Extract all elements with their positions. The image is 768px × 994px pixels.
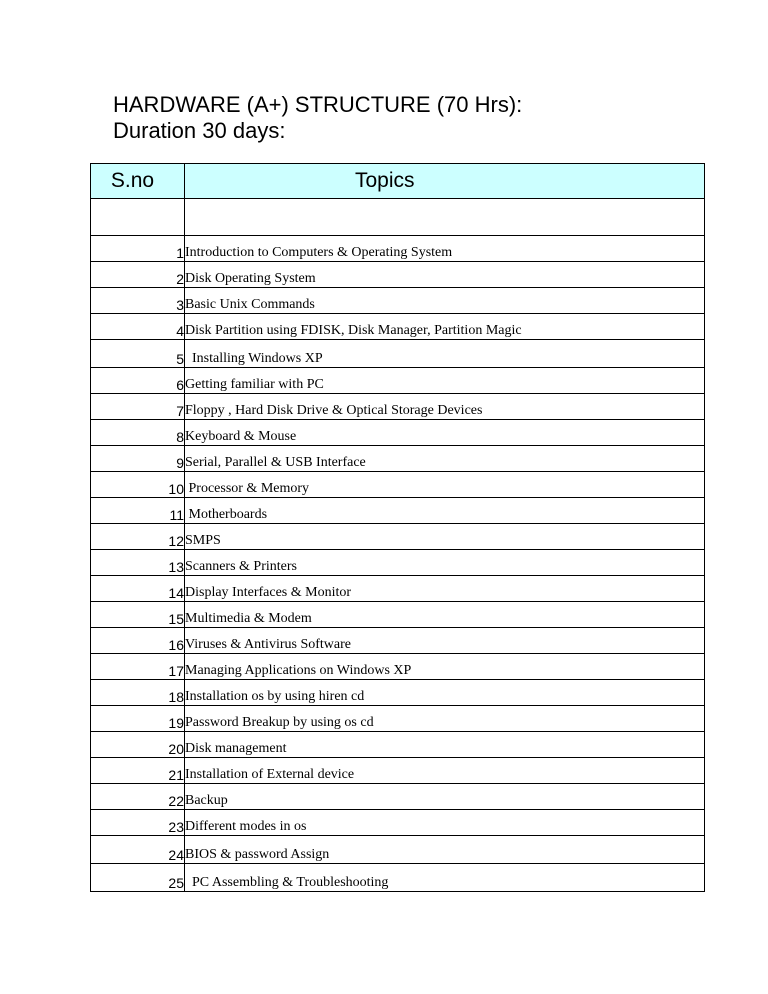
row-topic: Installation of External device [185,758,705,784]
topics-column-header: Topics [185,164,705,199]
row-number: 24 [91,836,185,864]
table-row [91,602,705,628]
spacer-cell [91,199,185,236]
row-number: 17 [91,654,185,680]
row-number: 21 [91,758,185,784]
table-row [91,836,705,864]
row-topic: Processor & Memory [185,472,705,498]
row-number: 6 [91,368,185,394]
table-row [91,420,705,446]
row-number: 7 [91,394,185,420]
row-topic: Different modes in os [185,810,705,836]
document-title: HARDWARE (A+) STRUCTURE (70 Hrs): [113,92,523,117]
row-topic: Managing Applications on Windows XP [185,654,705,680]
row-topic: Motherboards [185,498,705,524]
table-row [91,394,705,420]
row-number: 15 [91,602,185,628]
table-row [91,706,705,732]
row-topic: Disk Partition using FDISK, Disk Manager, Partition Magic [185,314,705,340]
row-number: 25 [91,864,185,892]
duration-subtitle: Duration 30 days: [113,118,286,143]
row-topic: PC Assembling & Troubleshooting [185,864,705,892]
row-number: 2 [91,262,185,288]
table-row [91,576,705,602]
sno-column-header: S.no [91,164,185,199]
row-topic: Installing Windows XP [185,340,705,368]
table-row [91,498,705,524]
row-number: 19 [91,706,185,732]
table-row [91,340,705,368]
row-number: 11 [91,498,185,524]
row-number: 22 [91,784,185,810]
row-topic: Disk management [185,732,705,758]
table-row [91,864,705,892]
table-row [91,524,705,550]
table-row [91,472,705,498]
table-row [91,758,705,784]
row-topic: Serial, Parallel & USB Interface [185,446,705,472]
table-row [91,262,705,288]
table-spacer-row [91,199,705,236]
row-topic: Floppy , Hard Disk Drive & Optical Storage Devices [185,394,705,420]
table-row [91,810,705,836]
row-topic: Password Breakup by using os cd [185,706,705,732]
spacer-cell [185,199,705,236]
table-row [91,314,705,340]
row-number: 14 [91,576,185,602]
row-number: 1 [91,236,185,262]
table-row [91,784,705,810]
row-topic: Keyboard & Mouse [185,420,705,446]
row-topic: Multimedia & Modem [185,602,705,628]
syllabus-table [90,163,705,892]
row-topic: Introduction to Computers & Operating System [185,236,705,262]
row-number: 9 [91,446,185,472]
table-row [91,680,705,706]
table-row [91,368,705,394]
row-topic: Installation os by using hiren cd [185,680,705,706]
table-row [91,550,705,576]
row-number: 23 [91,810,185,836]
table-row [91,288,705,314]
table-row [91,236,705,262]
row-number: 4 [91,314,185,340]
row-topic: SMPS [185,524,705,550]
row-topic: Backup [185,784,705,810]
table-row [91,654,705,680]
table-header-row [91,164,705,199]
row-number: 3 [91,288,185,314]
row-number: 16 [91,628,185,654]
table-row [91,446,705,472]
table-row [91,628,705,654]
row-number: 5 [91,340,185,368]
row-number: 10 [91,472,185,498]
row-number: 18 [91,680,185,706]
row-topic: Getting familiar with PC [185,368,705,394]
row-topic: Viruses & Antivirus Software [185,628,705,654]
row-topic: Scanners & Printers [185,550,705,576]
table-row [91,732,705,758]
row-number: 13 [91,550,185,576]
row-topic: Disk Operating System [185,262,705,288]
row-topic: Basic Unix Commands [185,288,705,314]
row-number: 8 [91,420,185,446]
row-topic: Display Interfaces & Monitor [185,576,705,602]
row-number: 20 [91,732,185,758]
row-topic: BIOS & password Assign [185,836,705,864]
row-number: 12 [91,524,185,550]
